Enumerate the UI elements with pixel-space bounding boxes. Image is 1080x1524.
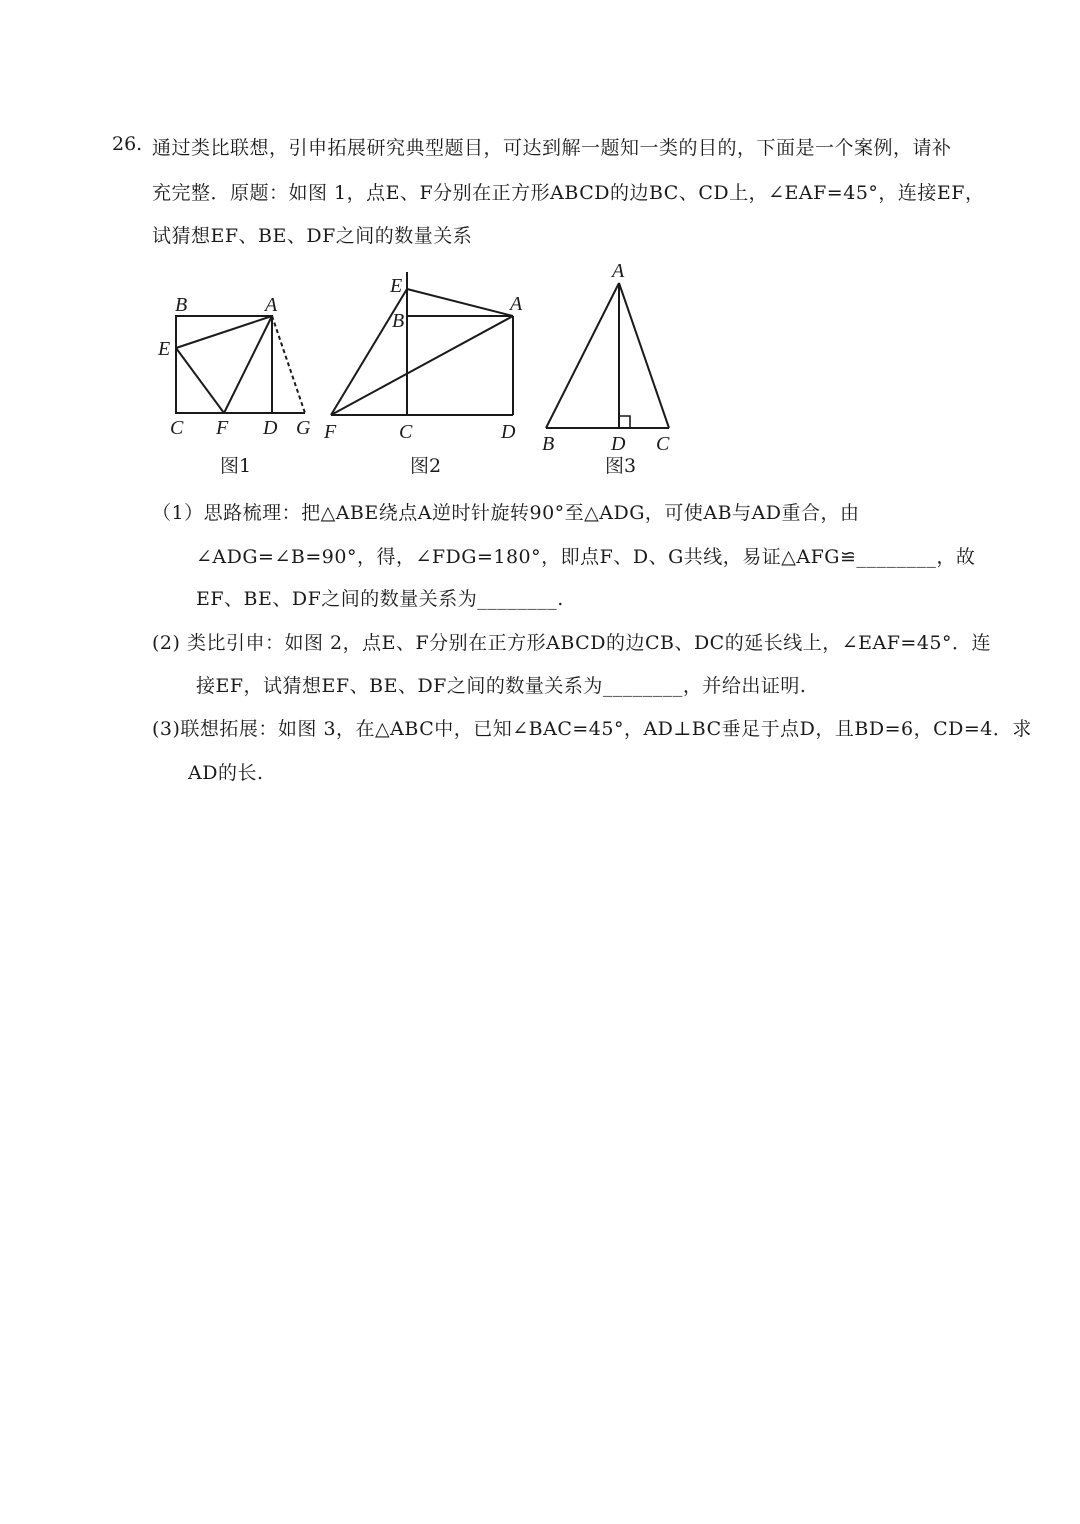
figure-1 [176, 316, 305, 413]
label-c-fig2: C [399, 421, 413, 443]
label-e-fig2: E [390, 275, 403, 297]
caption-fig3: 图3 [605, 455, 637, 477]
figure-3 [546, 283, 669, 428]
square-abcd-fig1 [176, 316, 272, 413]
label-g-fig1: G [296, 417, 311, 439]
label-b-fig3: B [542, 433, 555, 455]
label-a-fig2: A [510, 293, 523, 315]
intro-line-1: 通过类比联想，引申拓展研究典型题目，可达到解一题知一类的目的，下面是一个案例，请补 [152, 137, 952, 159]
part1-line-3: EF、BE、DF之间的数量关系为________. [196, 588, 564, 610]
label-f-fig1: F [216, 417, 229, 439]
label-e-fig1: E [158, 338, 171, 360]
label-c-fig3: C [656, 433, 670, 455]
segment-ab [546, 283, 619, 428]
part2-line-1: (2) 类比引申：如图 2，点E、F分别在正方形ABCD的边CB、DC的延长线上，∠EAF=45°．连 [152, 632, 992, 654]
label-a-fig1: A [265, 294, 278, 316]
part1-line-1: （1）思路梳理：把△ABE绕点A逆时针旋转90°至△ADG，可使AB与AD重合，由 [152, 502, 860, 524]
caption-fig2: 图2 [410, 455, 442, 477]
part3-line-1: (3)联想拓展：如图 3，在△ABC中，已知∠BAC=45°，AD⊥BC垂足于点D，且BD=6，CD=4．求 [152, 718, 1032, 740]
label-c-fig1: C [170, 417, 184, 439]
segment-ef [176, 348, 224, 413]
label-b-fig1: B [175, 294, 188, 316]
figure-2 [331, 272, 513, 415]
label-f-fig2: F [324, 421, 337, 443]
intro-line-2: 充完整．原题：如图 1，点E、F分别在正方形ABCD的边BC、CD上，∠EAF=45°，连接EF， [152, 182, 985, 204]
label-d-fig3: D [611, 433, 626, 455]
part2-line-2: 接EF，试猜想EF、BE、DF之间的数量关系为________，并给出证明. [196, 675, 807, 697]
label-d-fig1: D [263, 417, 278, 439]
label-a-fig3: A [612, 260, 625, 282]
part1-line-2: ∠ADG=∠B=90°，得，∠FDG=180°，即点F、D、G共线，易证△AFG≌________，故 [196, 546, 976, 568]
segment-ag [272, 316, 305, 413]
question-number: 26. [112, 133, 143, 155]
figures [0, 258, 1080, 488]
segment-ef-fig2 [331, 289, 407, 415]
segment-ea [407, 289, 513, 316]
segment-af-fig2 [331, 316, 513, 415]
intro-line-3: 试猜想EF、BE、DF之间的数量关系 [152, 225, 473, 247]
caption-fig1: 图1 [220, 455, 252, 477]
label-d-fig2: D [501, 421, 516, 443]
segment-ac [619, 283, 669, 428]
label-b-fig2: B [392, 310, 405, 332]
part3-line-2: AD的长. [188, 762, 264, 784]
right-angle-mark [619, 416, 630, 428]
